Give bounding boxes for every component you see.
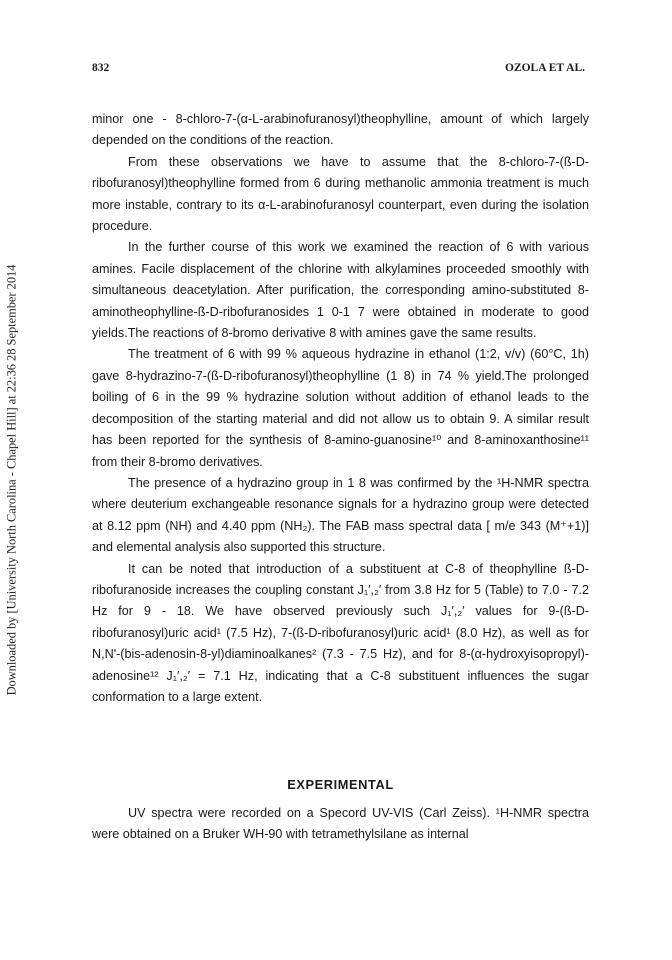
page-number: 832 — [92, 62, 110, 74]
paragraph: It can be noted that introduction of a substituent at C-8 of theophylline ß-D-ribofuranoside increases the coupling constant J₁′,₂′ from 3.8 Hz for 5 (Table) to 7.0 - 7.2 Hz for 9 - 18. We have observed previously such J₁′,₂′ values for 9-(ß-D-ribofuranosyl)uric acid¹ (7.5 Hz), 7-(ß-D-ribofuranosyl)uric acid¹ (8.0 Hz), as well as for N,N'-(bis-adenosin-8-yl)diaminoalkanes² (7.3 - 7.5 Hz), and for 8-(α-hydroxyisopropyl)-adenosine¹² J₁′,₂′ = 7.1 Hz, indicating that a C-8 substituent influences the sugar conformation to a large extent. — [92, 561, 589, 704]
paragraph: In the further course of this work we examined the reaction of 6 with various amines. Facile displacement of the chlorine with alkylamines proceeded smoothly with simultaneous deacetylation. After purification, the corresponding amino-substituted 8-aminotheophylline-ß-D-ribofuranosides 1 0-1 7 were obtained in moderate to good yields.The reactions of 8-bromo derivative 8 with amines gave the same results. — [92, 240, 589, 341]
experimental-text — [92, 803, 589, 846]
paragraph: UV spectra were recorded on a Specord UV-VIS (Carl Zeiss). ¹H-NMR spectra were obtained on a Bruker WH-90 with tetramethylsilane as internal — [92, 806, 589, 842]
paragraph: From these observations we have to assume that the 8-chloro-7-(ß-D-ribofuranosyl)theophylline formed from 6 during methanolic ammonia treatment is much more instable, contrary to its α-L-arabinofuranosyl counterpart, even during the isolation procedure. — [92, 154, 589, 234]
download-watermark-text: Downloaded by [University North Carolina - Chapel Hill] at 22:36 28 September 2014 — [4, 264, 19, 696]
paragraph: The presence of a hydrazino group in 1 8 was confirmed by the ¹H-NMR spectra where deuterium exchangeable resonance signals for a hydrazino group were detected at 8.12 ppm (NH) and 4.40 ppm (NH₂). The FAB mass spectral data [ m/e 343 (M⁺+1)] and elemental analysis also supported this structure. — [92, 475, 589, 555]
paragraph: The treatment of 6 with 99 % aqueous hydrazine in ethanol (1:2, v/v) (60°C, 1h) gave 8-hydrazino-7-(ß-D-ribofuranosyl)theophylline (1 8) in 74 % yield.The prolonged boiling of 6 in the 99 % hydrazine solution without addition of ethanol leads to the decomposition of the starting material and did not allow us to obtain 9. A similar result has been reported for the synthesis of 8-amino-guanosine¹⁰ and 8-aminoxanthosine¹¹ from their 8-bromo derivatives. — [92, 347, 589, 469]
body-text — [92, 109, 589, 708]
paragraph: minor one - 8-chloro-7-(α-L-arabinofuranosyl)theophylline, amount of which largely depended on the conditions of the reaction. — [92, 112, 589, 148]
running-head-authors: OZOLA ET AL. — [504, 62, 585, 74]
section-heading-experimental: EXPERIMENTAL — [287, 777, 394, 792]
